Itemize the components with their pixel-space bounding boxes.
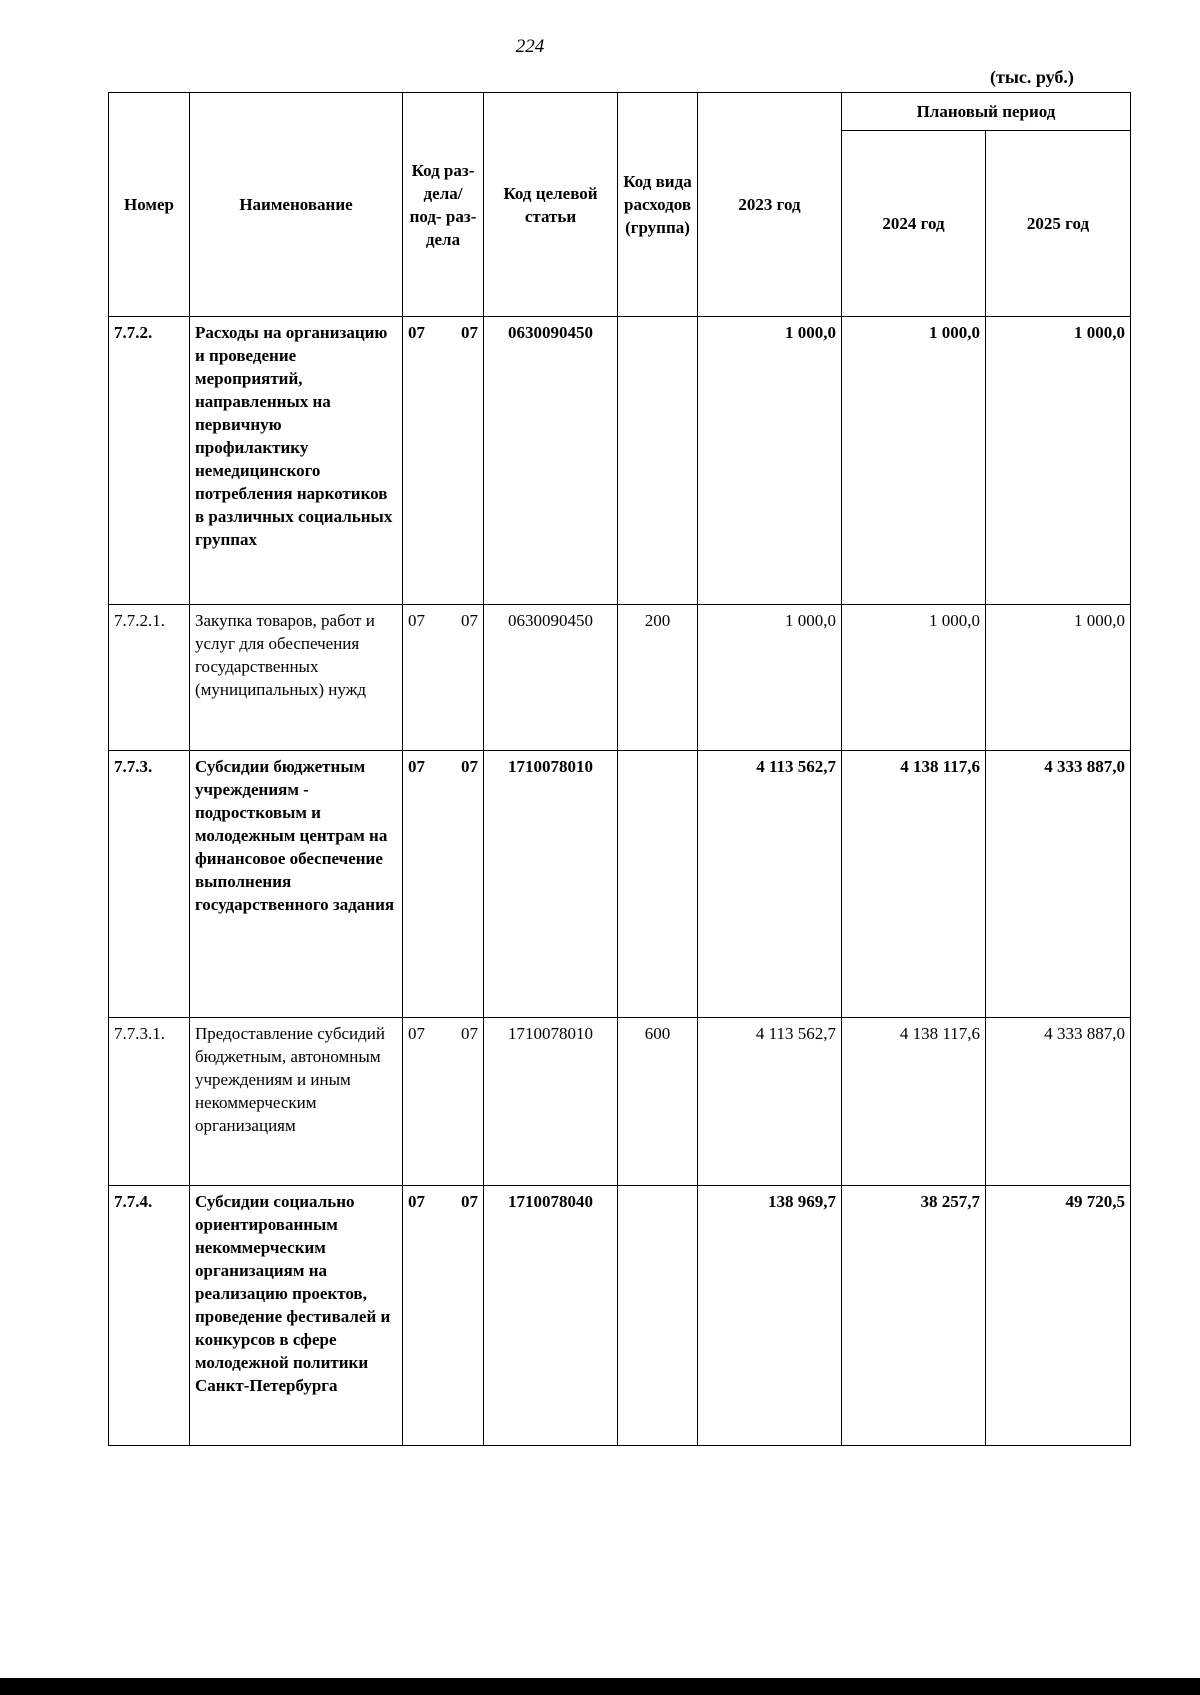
header-year-2025: 2025 год bbox=[986, 131, 1131, 317]
row-name: Расходы на организацию и проведение мероприятий, направленных на первичную профилактику немедицинского потребления наркотиков в различных социальных группах bbox=[190, 317, 403, 605]
row-value-2023: 1 000,0 bbox=[698, 605, 842, 751]
subsection: 07 bbox=[461, 323, 478, 342]
row-value-2025: 4 333 887,0 bbox=[986, 1018, 1131, 1186]
section: 07 bbox=[408, 323, 425, 342]
page-number: 224 bbox=[515, 36, 545, 57]
scan-bottom-bar bbox=[0, 1678, 1200, 1695]
row-value-2023: 4 113 562,7 bbox=[698, 751, 842, 1018]
row-number: 7.7.2. bbox=[109, 317, 190, 605]
row-expense-type bbox=[618, 317, 698, 605]
row-section-code bbox=[403, 751, 484, 1018]
header-planned-period: Плановый период bbox=[842, 93, 1131, 131]
row-expense-type: 200 bbox=[618, 605, 698, 751]
row-value-2023: 4 113 562,7 bbox=[698, 1018, 842, 1186]
row-section-code bbox=[403, 317, 484, 605]
table-row bbox=[109, 605, 1131, 751]
section: 07 bbox=[408, 611, 425, 630]
header-section-code: Код раз- дела/ под- раз- дела bbox=[403, 93, 484, 317]
header-expense-type-code: Код вида расходов (группа) bbox=[618, 93, 698, 317]
header-number: Номер bbox=[109, 93, 190, 317]
row-value-2024: 4 138 117,6 bbox=[842, 1018, 986, 1186]
row-target-code: 0630090450 bbox=[484, 317, 618, 605]
units-label: (тыс. руб.) bbox=[990, 67, 1074, 87]
budget-table bbox=[108, 92, 1131, 1446]
row-name: Предоставление субсидий бюджетным, автономным учреждениям и иным некоммерческим организациям bbox=[190, 1018, 403, 1186]
row-number: 7.7.3. bbox=[109, 751, 190, 1018]
row-value-2025: 1 000,0 bbox=[986, 317, 1131, 605]
row-value-2024: 1 000,0 bbox=[842, 605, 986, 751]
row-name: Закупка товаров, работ и услуг для обеспечения государственных (муниципальных) нужд bbox=[190, 605, 403, 751]
row-expense-type bbox=[618, 751, 698, 1018]
row-expense-type bbox=[618, 1186, 698, 1446]
row-value-2024: 4 138 117,6 bbox=[842, 751, 986, 1018]
subsection: 07 bbox=[461, 1024, 478, 1043]
header-year-2024: 2024 год bbox=[842, 131, 986, 317]
table-row bbox=[109, 317, 1131, 605]
row-value-2025: 49 720,5 bbox=[986, 1186, 1131, 1446]
row-expense-type: 600 bbox=[618, 1018, 698, 1186]
row-value-2023: 1 000,0 bbox=[698, 317, 842, 605]
section: 07 bbox=[408, 757, 425, 776]
row-section-code bbox=[403, 605, 484, 751]
table-row bbox=[109, 751, 1131, 1018]
row-target-code: 1710078010 bbox=[484, 1018, 618, 1186]
subsection: 07 bbox=[461, 611, 478, 630]
subsection: 07 bbox=[461, 1192, 478, 1211]
row-number: 7.7.3.1. bbox=[109, 1018, 190, 1186]
row-value-2024: 38 257,7 bbox=[842, 1186, 986, 1446]
section: 07 bbox=[408, 1192, 425, 1211]
header-year-2023: 2023 год bbox=[698, 93, 842, 317]
row-number: 7.7.2.1. bbox=[109, 605, 190, 751]
subsection: 07 bbox=[461, 757, 478, 776]
section: 07 bbox=[408, 1024, 425, 1043]
row-number: 7.7.4. bbox=[109, 1186, 190, 1446]
row-section-code bbox=[403, 1018, 484, 1186]
row-value-2025: 4 333 887,0 bbox=[986, 751, 1131, 1018]
row-value-2024: 1 000,0 bbox=[842, 317, 986, 605]
row-target-code: 1710078040 bbox=[484, 1186, 618, 1446]
table-row bbox=[109, 1018, 1131, 1186]
row-name: Субсидии бюджетным учреждениям - подростковым и молодежным центрам на финансовое обеспечение выполнения государственного задания bbox=[190, 751, 403, 1018]
header-target-code: Код целевой статьи bbox=[484, 93, 618, 317]
row-name: Субсидии социально ориентированным некоммерческим организациям на реализацию проектов, проведение фестивалей и конкурсов в сфере молодежной политики Санкт-Петербурга bbox=[190, 1186, 403, 1446]
row-target-code: 1710078010 bbox=[484, 751, 618, 1018]
row-value-2025: 1 000,0 bbox=[986, 605, 1131, 751]
row-target-code: 0630090450 bbox=[484, 605, 618, 751]
header-name: Наименование bbox=[190, 93, 403, 317]
table-row bbox=[109, 1186, 1131, 1446]
row-section-code bbox=[403, 1186, 484, 1446]
row-value-2023: 138 969,7 bbox=[698, 1186, 842, 1446]
